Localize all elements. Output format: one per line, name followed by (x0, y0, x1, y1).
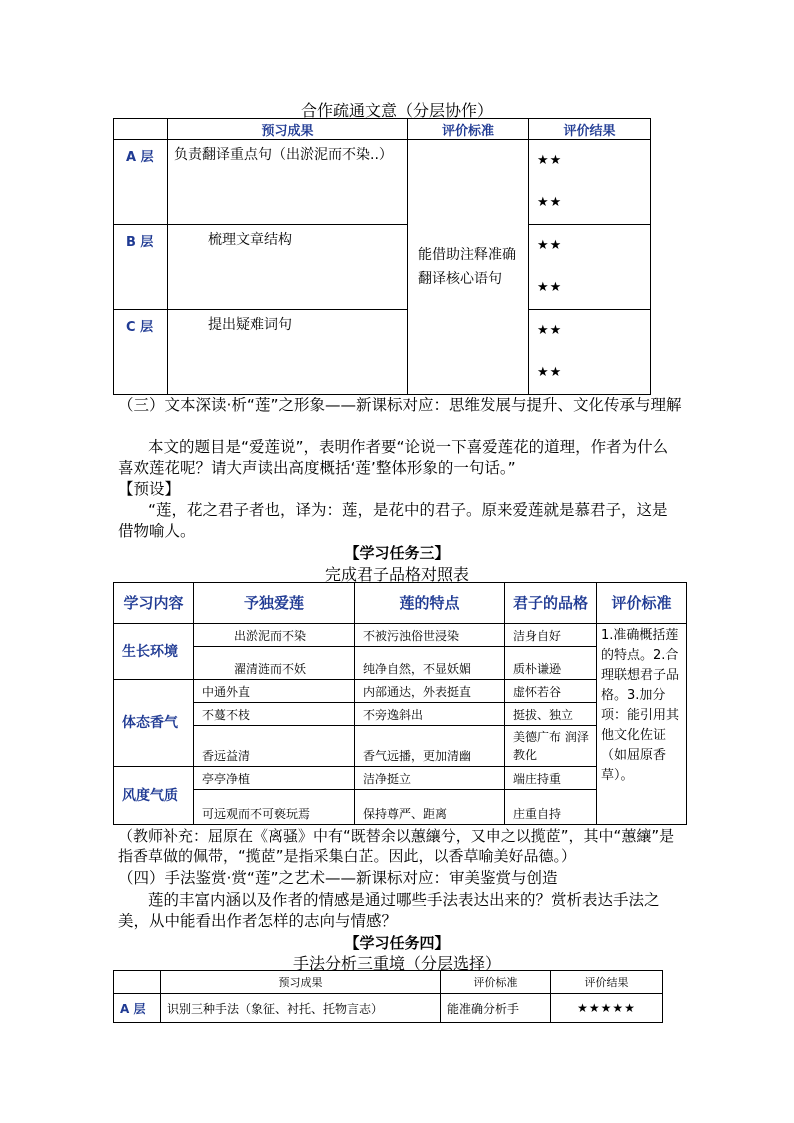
table2-header-lotus: 予独爱莲 (194, 583, 355, 624)
table2-header-content: 学习内容 (114, 583, 194, 624)
result-cell (529, 140, 651, 225)
virtue-cell: 端庄持重 (505, 767, 597, 790)
level-label: A 层 (114, 994, 161, 1023)
star-rating: ★★ (537, 153, 563, 168)
table3-header-criteria: 评价标准 (441, 971, 551, 994)
section4-intro: 莲的丰富内涵以及作者的情感是通过哪些手法表达出来的？赏析表达手法之美，从中能看出作者怎样的志向与情感？ (118, 891, 660, 930)
table2-header-traits: 莲的特点 (355, 583, 505, 624)
task4-title: 【学习任务四】 (344, 934, 450, 952)
table1-header-result: 评价结果 (529, 119, 651, 140)
table1-header-blank (114, 119, 168, 140)
virtue-cell: 挺拔、独立 (505, 703, 597, 726)
quote-cell: 中通外直 (194, 680, 355, 703)
teacher-note: （教师补充：屈原在《离骚》中有“既替余以蕙纕兮，又申之以揽茝”，其中“蕙纕”是指香草做的佩带，“揽茝”是指采集白芷。因此，以香草喻美好品德。） (118, 827, 675, 865)
trait-cell: 不被污浊俗世浸染 (355, 624, 505, 647)
table-row (114, 624, 687, 647)
category-label: 风度气质 (114, 767, 194, 825)
criteria-text: 能准确分析手 (441, 994, 551, 1023)
table-row (114, 140, 651, 225)
quote-cell: 濯清涟而不妖 (194, 647, 355, 680)
task-text: 负责翻译重点句（出淤泥而不染..） (168, 140, 408, 225)
table1-header-criteria: 评价标准 (408, 119, 529, 140)
star-rating: ★★ (537, 195, 563, 210)
table3-header-result: 评价结果 (551, 971, 663, 994)
table3 (113, 970, 663, 1023)
virtue-cell: 洁身自好 (505, 624, 597, 647)
star-rating: ★★ (537, 323, 563, 338)
preset-text: “莲，花之君子者也，译为：莲，是花中的君子。原来爱莲就是慕君子，这是借物喻人。 (118, 501, 668, 540)
task-text: 梳理文章结构 (168, 225, 408, 310)
criteria-text: 1.准确概括莲的特点。2.合理联想君子品格。3.加分项：能引用其他文化佐证（如屈原香草）。 (597, 624, 687, 825)
table2-header-virtue: 君子的品格 (505, 583, 597, 624)
quote-cell: 出淤泥而不染 (194, 624, 355, 647)
preset-label: 【预设】 (118, 480, 181, 498)
task3-title: 【学习任务三】 (344, 544, 450, 562)
trait-cell: 内部通达，外表挺直 (355, 680, 505, 703)
quote-cell: 不蔓不枝 (194, 703, 355, 726)
category-label: 体态香气 (114, 680, 194, 767)
result-cell (529, 225, 651, 310)
trait-cell: 洁净挺立 (355, 767, 505, 790)
trait-cell: 香气远播，更加清幽 (355, 726, 505, 767)
quote-cell: 香远益清 (194, 726, 355, 767)
level-label: A 层 (114, 140, 168, 225)
level-label: C 层 (114, 310, 168, 395)
trait-cell: 不旁逸斜出 (355, 703, 505, 726)
category-label: 生长环境 (114, 624, 194, 680)
trait-cell: 保持尊严、距离 (355, 790, 505, 825)
section3-intro: 本文的题目是“爱莲说”，表明作者要“论说一下喜爱莲花的道理，作者为什么喜欢莲花呢？请大声读出高度概括‘莲’整体形象的一句话。” (118, 438, 669, 477)
table-row (114, 310, 651, 395)
table1 (113, 118, 651, 395)
table2-header-criteria: 评价标准 (597, 583, 687, 624)
virtue-cell: 虚怀若谷 (505, 680, 597, 703)
result-cell (529, 310, 651, 395)
table-row (114, 225, 651, 310)
star-rating: ★★★★★ (551, 994, 663, 1023)
table3-header-preview: 预习成果 (161, 971, 441, 994)
table1-caption: 合作疏通文意（分层协作） (300, 101, 493, 120)
level-label: B 层 (114, 225, 168, 310)
star-rating: ★★ (537, 280, 563, 295)
table-row (114, 994, 663, 1023)
star-rating: ★★ (537, 365, 563, 380)
virtue-cell: 美德广布 润泽教化 (505, 726, 597, 767)
quote-cell: 可远观而不可亵玩焉 (194, 790, 355, 825)
virtue-cell: 庄重自持 (505, 790, 597, 825)
table1-header-preview: 预习成果 (168, 119, 408, 140)
task3-caption: 完成君子品格对照表 (324, 565, 469, 584)
criteria-text: 能借助注释准确翻译核心语句 (408, 140, 529, 395)
task-text: 识别三种手法（象征、衬托、托物言志） (161, 994, 441, 1023)
table3-header-blank (114, 971, 161, 994)
section3-heading: （三）文本深读·析“莲”之形象——新课标对应：思维发展与提升、文化传承与理解 (118, 396, 682, 414)
quote-cell: 亭亭净植 (194, 767, 355, 790)
task4-caption: 手法分析三重境（分层选择） (292, 954, 501, 973)
star-rating: ★★ (537, 238, 563, 253)
section4-heading: （四）手法鉴赏·赏“莲”之艺术——新课标对应：审美鉴赏与创造 (118, 869, 558, 887)
trait-cell: 纯净自然，不显妖媚 (355, 647, 505, 680)
task-text: 提出疑难词句 (168, 310, 408, 395)
table2 (113, 582, 687, 825)
virtue-cell: 质朴谦逊 (505, 647, 597, 680)
